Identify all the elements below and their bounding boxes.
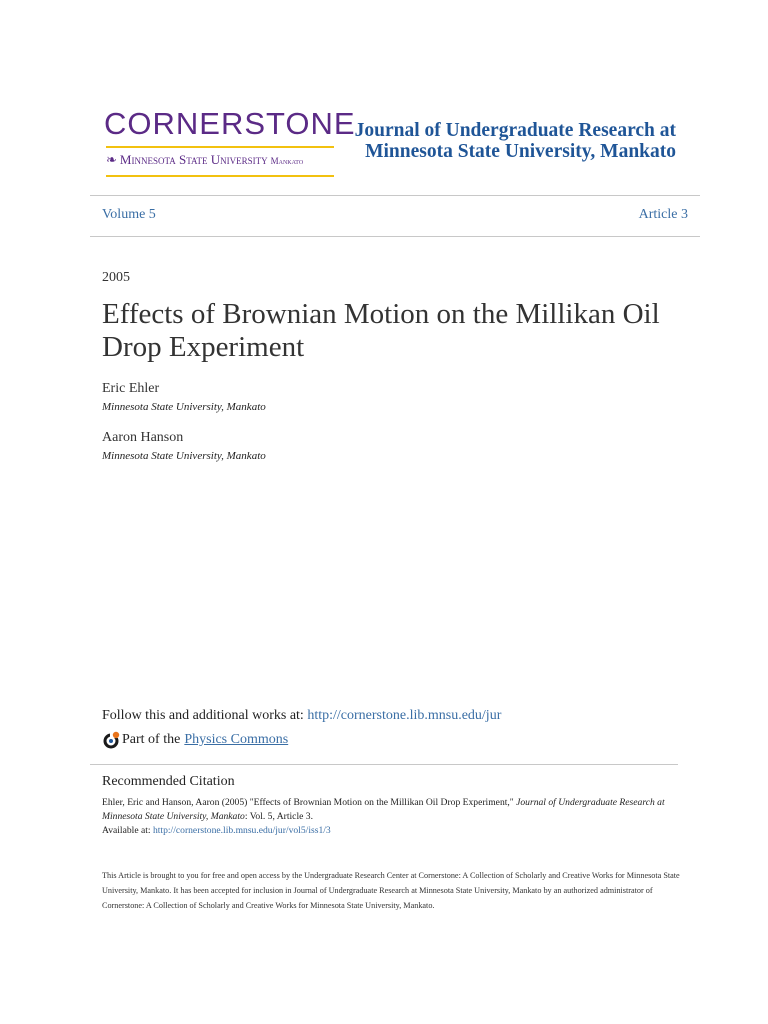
author-affiliation: Minnesota State University, Mankato [102,450,266,462]
article-link[interactable]: Article 3 [638,207,688,222]
logo-subtitle [106,153,303,166]
flame-icon: ❧ [106,152,117,167]
citation-text [102,796,682,838]
volume-link[interactable]: Volume 5 [102,207,156,222]
journal-title-link[interactable]: Journal of Undergraduate Research at Minnesota State University, Mankato [354,120,676,162]
citation-journal: Journal of Undergraduate Research at Minnesota State University, Mankato [102,797,665,822]
commons-icon [102,731,120,749]
divider-top [90,195,700,196]
divider-nav [90,236,700,237]
follow-line [102,708,501,724]
author-affiliation: Minnesota State University, Mankato [102,401,266,413]
physics-commons-link[interactable]: Physics Commons [184,732,289,747]
author-name[interactable]: Aaron Hanson [102,430,184,445]
logo-subtitle-university: Minnesota State University [119,152,268,167]
logo-subtitle-campus: Mankato [270,156,304,166]
follow-link[interactable]: http://cornerstone.lib.mnsu.edu/jur [307,708,502,723]
available-label: Available at: [102,825,153,836]
article-title: Effects of Brownian Motion on the Millikan Oil Drop Experiment [102,298,660,363]
recommended-citation-heading: Recommended Citation [102,774,235,789]
part-of-text: Part of the [122,732,181,747]
logo-rule-top [106,146,334,148]
citation-part-b: : Vol. 5, Article 3. [244,811,313,822]
author-name[interactable]: Eric Ehler [102,381,160,396]
publication-year: 2005 [102,270,130,285]
footer-notice: This Article is brought to you for free and open access by the Undergraduate Research Center at Cornerstone: A Collection of Scholarly and Creative Works for Minnesota State University, Mankato. It has been accepted for inclusion in Journal of Undergraduate Research at Minnesota State University, Mankato by an authorized administrator of Cornerstone: A Collection of Scholarly and Creative Works for Minnesota State University, Mankato. [102,871,680,910]
available-link[interactable]: http://cornerstone.lib.mnsu.edu/jur/vol5/iss1/3 [152,825,331,836]
follow-text: Follow this and additional works at: [102,708,308,723]
cornerstone-logo[interactable]: CORNERSTONE [104,106,356,141]
part-of-line [102,731,288,749]
citation-part-a: Ehler, Eric and Hanson, Aaron (2005) "Effects of Brownian Motion on the Millikan Oil Drop Experiment," [102,797,517,808]
divider-citation [90,764,678,765]
logo-rule-bottom [106,175,334,177]
